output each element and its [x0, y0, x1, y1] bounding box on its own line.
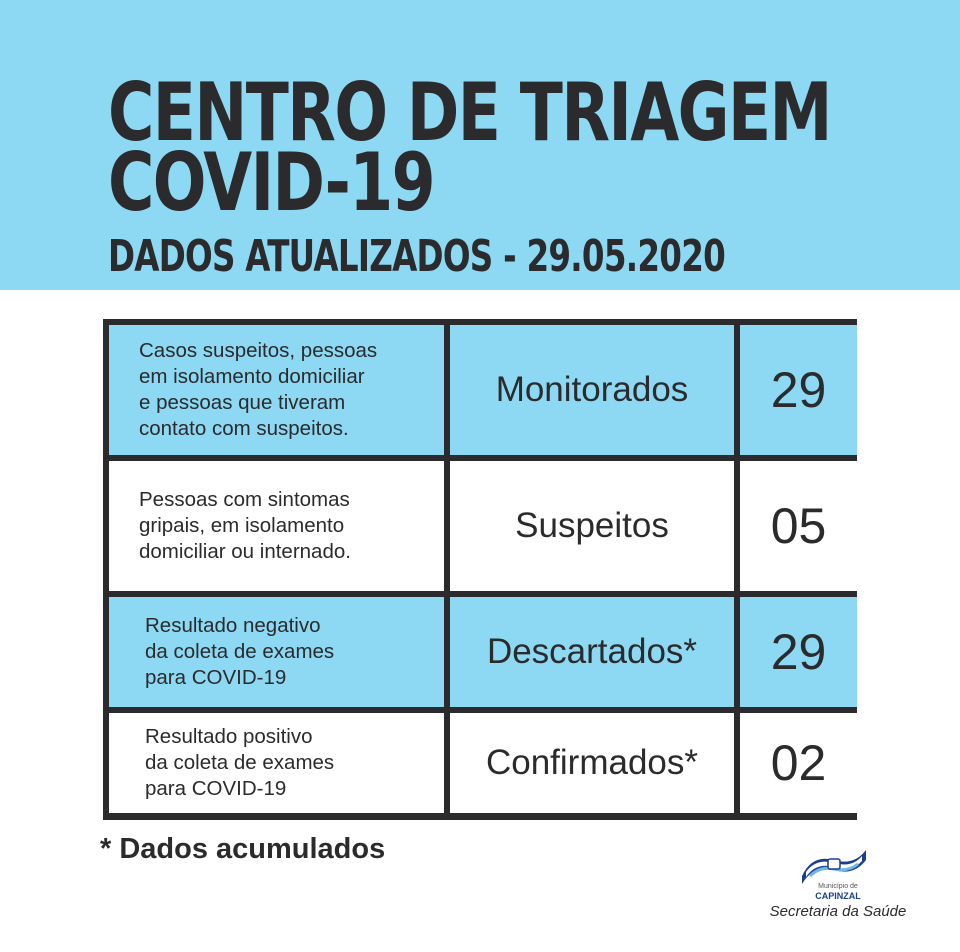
monitorados-count: 29: [740, 325, 857, 455]
descartados-count: 29: [740, 597, 857, 707]
descartados-description: Resultado negativo da coleta de exames para COVID-19: [109, 597, 444, 707]
cumulative-data-footnote: * Dados acumulados: [100, 833, 386, 865]
capinzal-health-logo: [758, 846, 918, 926]
descartados-label: Descartados*: [450, 597, 734, 707]
suspeitos-count: 05: [740, 461, 857, 591]
confirmados-count: 02: [740, 713, 857, 813]
confirmados-label: Confirmados*: [450, 713, 734, 813]
page-title-line2: COVID-19: [108, 136, 435, 229]
stats-table: [103, 319, 857, 820]
monitorados-label: Monitorados: [450, 325, 734, 455]
suspeitos-description: Pessoas com sintomas gripais, em isolamento domiciliar ou internado.: [109, 461, 444, 591]
logo-department-name: Secretaria da Saúde: [769, 903, 907, 920]
suspeitos-label: Suspeitos: [450, 461, 734, 591]
logo-city-name: CAPINZAL: [815, 891, 861, 901]
page-title-line1: CENTRO DE TRIAGEM: [108, 66, 831, 159]
monitorados-description: Casos suspeitos, pessoas em isolamento domiciliar e pessoas que tiveram contato com suspeitos.: [109, 325, 444, 455]
flag-emblem-icon: [798, 846, 870, 886]
header-banner: [0, 0, 960, 290]
updated-date-subtitle: DADOS ATUALIZADOS - 29.05.2020: [108, 231, 726, 282]
confirmados-description: Resultado positivo da coleta de exames para COVID-19: [109, 713, 444, 813]
logo-municipio-text: Município de: [818, 883, 858, 890]
